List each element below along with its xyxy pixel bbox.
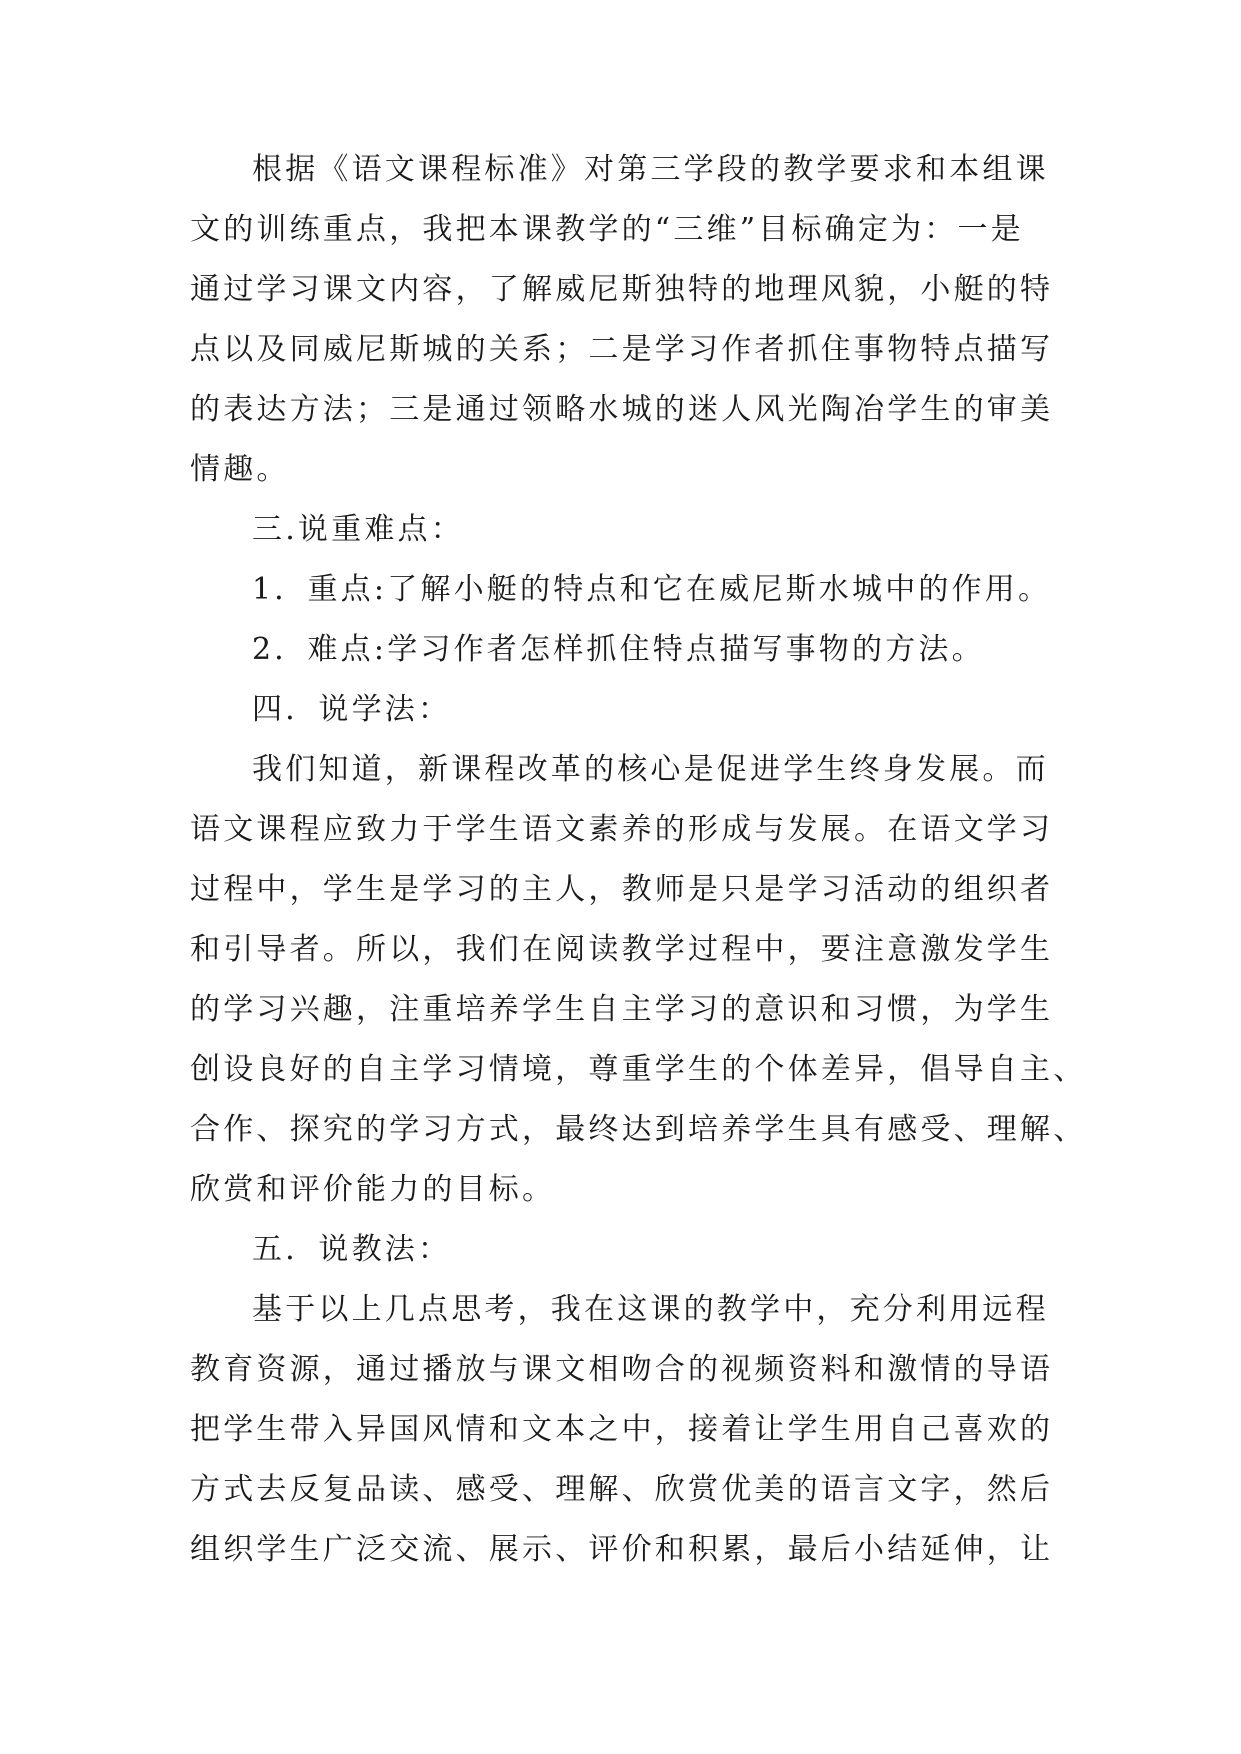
paragraph-line: 把学生带入异国风情和文本之中，接着让学生用自己喜欢的 [190, 1412, 1054, 1447]
paragraph-line: 根据《语文课程标准》对第三学段的教学要求和本组课 [252, 152, 1049, 187]
paragraph-line: 方式去反复品读、感受、理解、欣赏优美的语言文字，然后 [190, 1472, 1054, 1507]
paragraph-line: 和引导者。所以，我们在阅读教学过程中，要注意激发学生 [190, 932, 1054, 967]
paragraph-line: 教育资源，通过播放与课文相吻合的视频资料和激情的导语 [190, 1352, 1054, 1387]
section-heading: 三.说重难点： [252, 512, 464, 547]
paragraph-line: 情趣。 [190, 452, 290, 487]
paragraph-line: 创设良好的自主学习情境，尊重学生的个体差异，倡导自主、 [190, 1052, 1087, 1087]
paragraph-line: 过程中，学生是学习的主人，教师是只是学习活动的组织者 [190, 872, 1054, 907]
paragraph-line: 点以及同威尼斯城的关系；二是学习作者抓住事物特点描写 [190, 332, 1054, 367]
list-item: 2．难点:学习作者怎样抓住特点描写事物的方法。 [252, 632, 985, 667]
paragraph-line: 我们知道，新课程改革的核心是促进学生终身发展。而 [252, 752, 1049, 787]
section-heading: 五．说教法： [252, 1232, 452, 1267]
section-heading: 四．说学法： [252, 692, 452, 727]
paragraph-line: 合作、探究的学习方式，最终达到培养学生具有感受、理解、 [190, 1112, 1087, 1147]
paragraph-line: 组织学生广泛交流、展示、评价和积累，最后小结延伸，让 [190, 1532, 1054, 1567]
paragraph-line: 通过学习课文内容，了解威尼斯独特的地理风貌，小艇的特 [190, 272, 1054, 307]
paragraph-line: 的学习兴趣，注重培养学生自主学习的意识和习惯，为学生 [190, 992, 1054, 1027]
paragraph-line: 的表达方法；三是通过领略水城的迷人风光陶冶学生的审美 [190, 392, 1054, 427]
paragraph-line: 语文课程应致力于学生语文素养的形成与发展。在语文学习 [190, 812, 1054, 847]
list-item: 1．重点:了解小艇的特点和它在威尼斯水城中的作用。 [252, 572, 1052, 607]
paragraph-line: 欣赏和评价能力的目标。 [190, 1172, 556, 1207]
paragraph-line: 文的训练重点，我把本课教学的“三维”目标确定为：一是 [190, 212, 1024, 247]
paragraph-line: 基于以上几点思考，我在这课的教学中，充分利用远程 [252, 1292, 1049, 1327]
